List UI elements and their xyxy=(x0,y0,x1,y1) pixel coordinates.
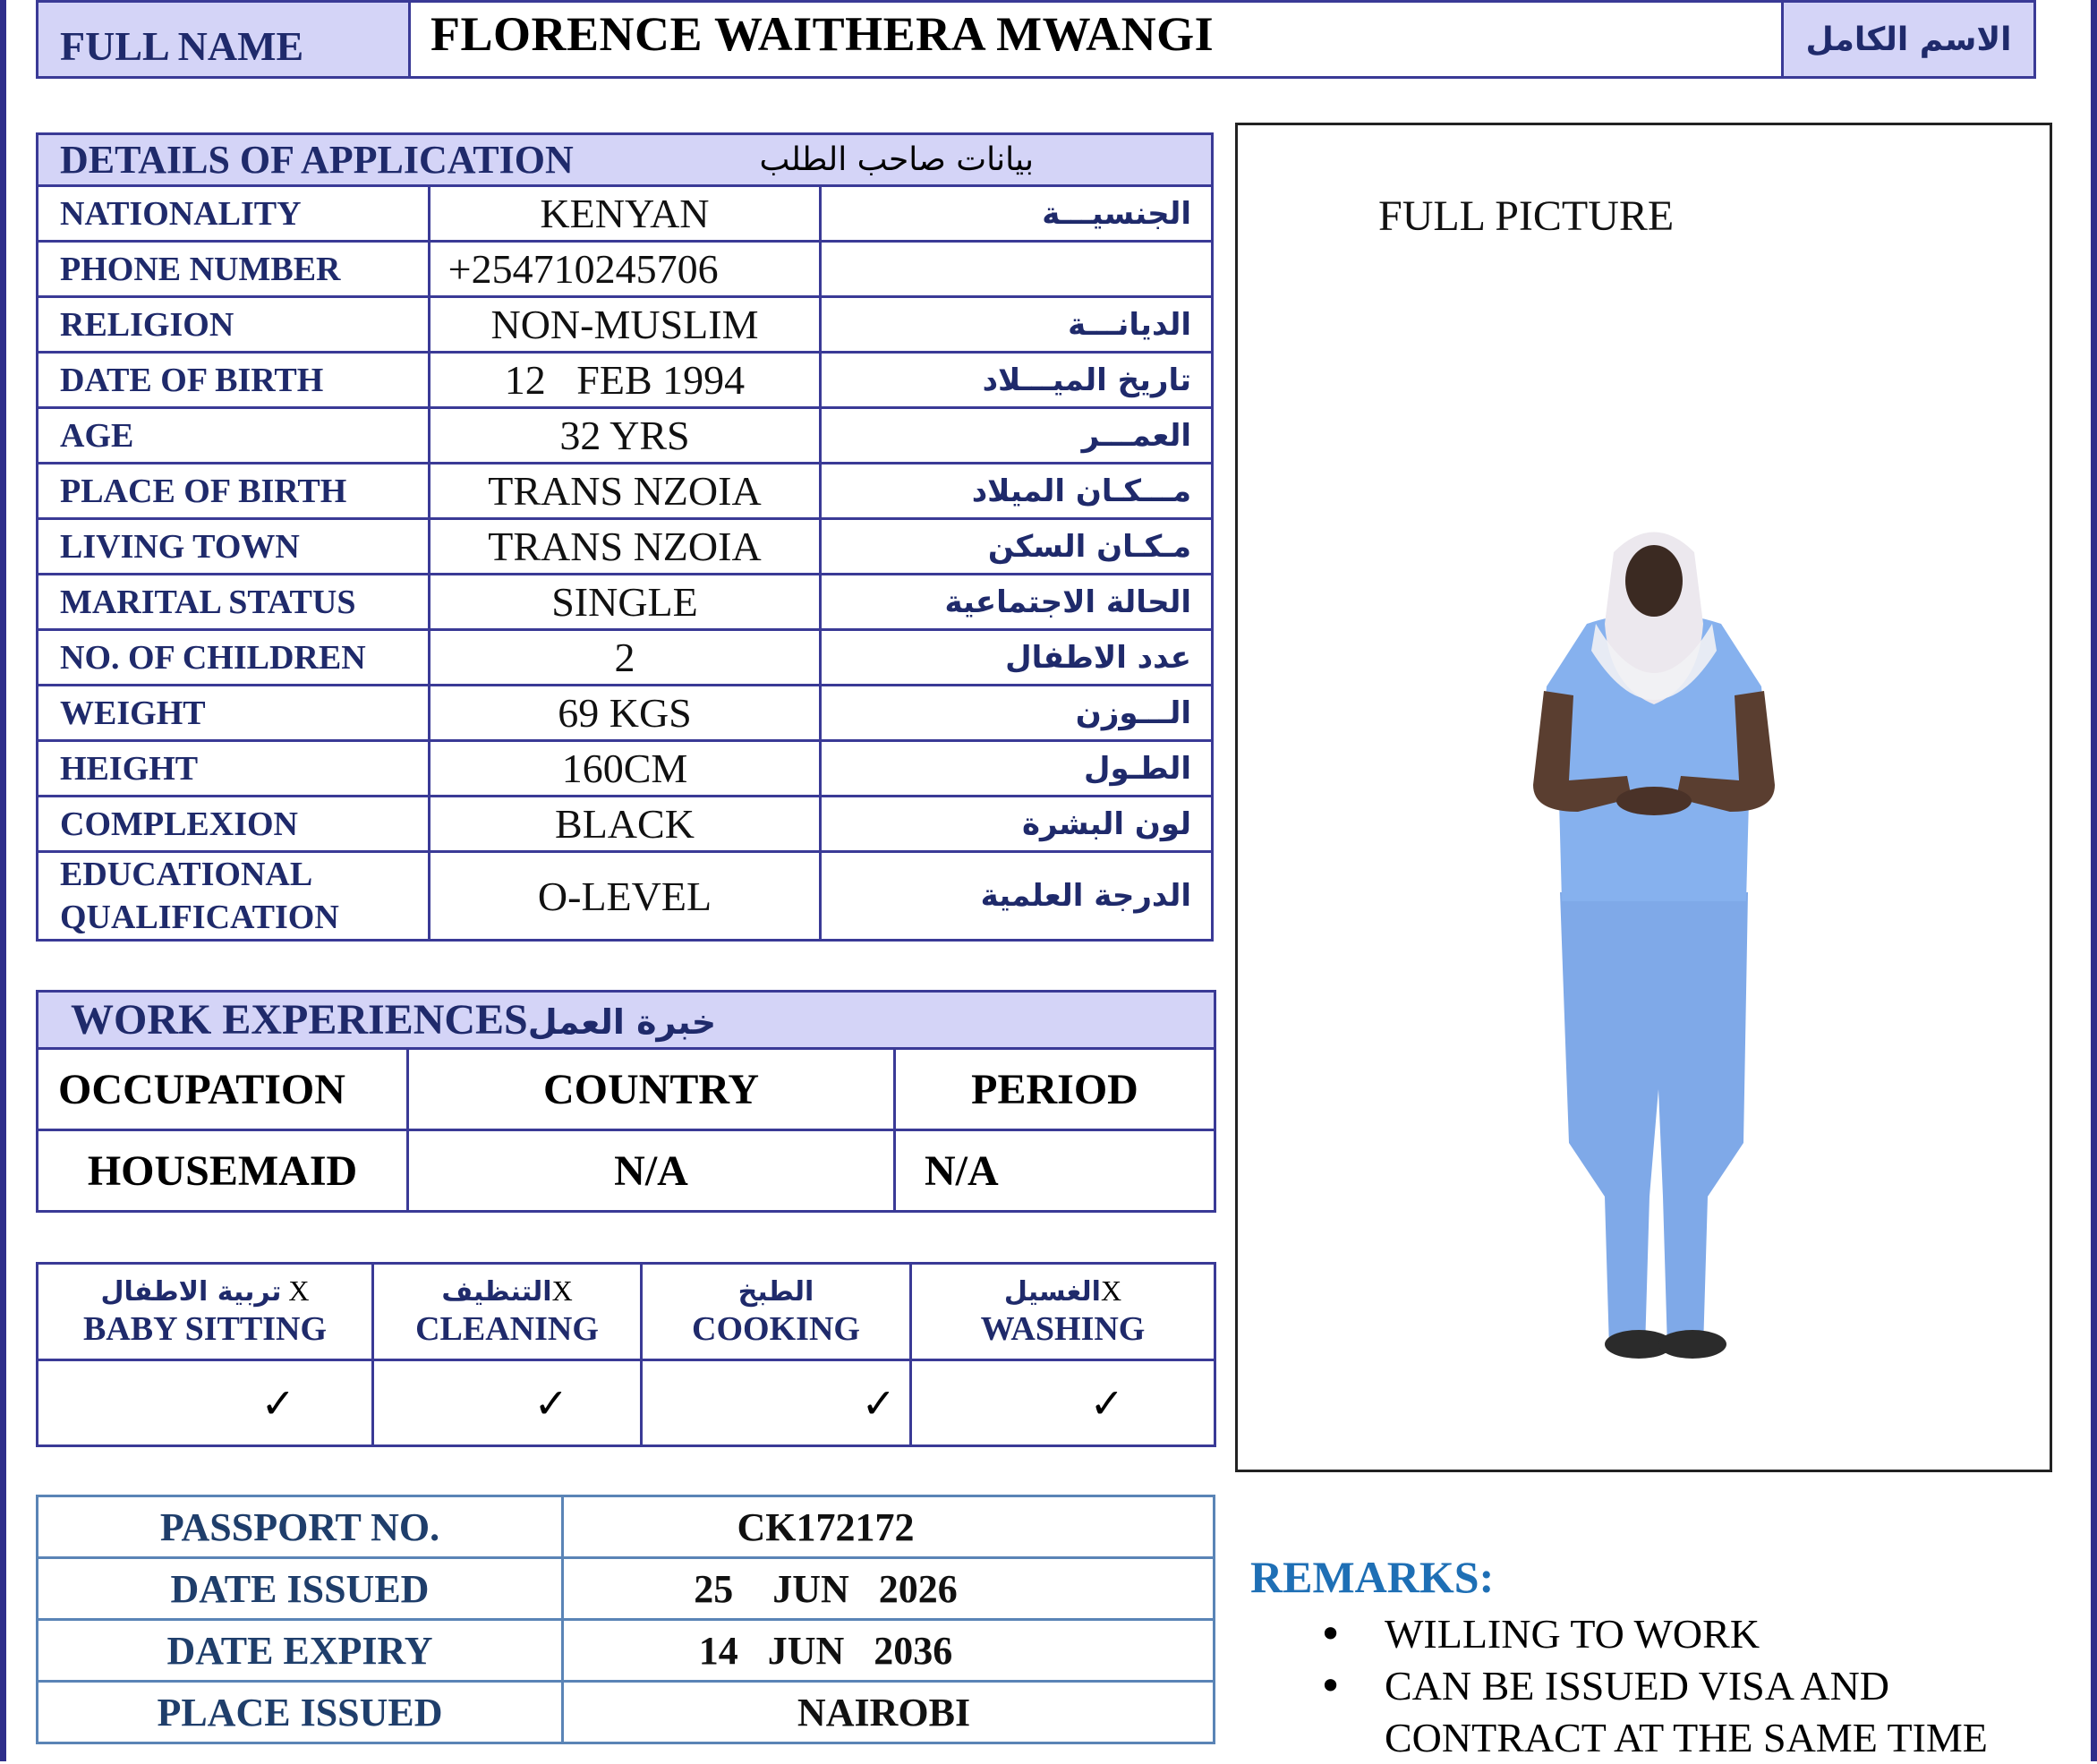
details-title-ar: بيانات صاحب الطلب xyxy=(759,141,1034,178)
skill-baby-sitting xyxy=(38,1264,373,1360)
remarks-item xyxy=(1250,1660,2056,1764)
details-row xyxy=(38,464,1213,519)
passport-row xyxy=(38,1620,1215,1682)
living-town-label: LIVING TOWN xyxy=(38,519,430,575)
skill-cooking-label: COOKING xyxy=(692,1310,860,1348)
full-name-label: FULL NAME xyxy=(38,2,410,78)
skill-baby-sitting-label: BABY SITTING xyxy=(82,1310,328,1348)
nationality-value: KENYAN xyxy=(429,186,821,242)
skill-cleaning-label: CLEANING xyxy=(415,1310,599,1348)
weight-label: WEIGHT xyxy=(38,686,430,741)
details-row xyxy=(38,242,1213,297)
details-table xyxy=(36,132,1214,942)
skill-washing-label: WASHING xyxy=(980,1310,1146,1348)
left-page-border xyxy=(0,0,6,1761)
applicant-full-photo xyxy=(1524,516,1784,1362)
details-row xyxy=(38,353,1213,408)
work-column-headers xyxy=(38,1049,1215,1130)
age-value: 32 YRS xyxy=(429,408,821,464)
skill-washing-check: ✓ xyxy=(911,1360,1215,1446)
age-label: AGE xyxy=(38,408,430,464)
skill-washing-ar: الغسيل xyxy=(1003,1276,1101,1308)
photo-label: FULL PICTURE xyxy=(1378,192,1675,240)
remarks-item xyxy=(1250,1608,2056,1660)
work-country: N/A xyxy=(408,1130,895,1212)
details-row xyxy=(38,686,1213,741)
remarks-item-text: WILLING TO WORK xyxy=(1385,1611,1760,1657)
marital-status-label-ar: الحالة الاجتماعية xyxy=(821,575,1213,630)
work-period: N/A xyxy=(895,1130,1215,1212)
work-col-country: COUNTRY xyxy=(408,1049,895,1130)
date-issued-label: DATE ISSUED xyxy=(38,1558,563,1620)
passport-row xyxy=(38,1496,1215,1558)
full-name-bar xyxy=(36,0,2036,79)
height-value: 160CM xyxy=(429,741,821,797)
education-label xyxy=(38,852,430,941)
height-label: HEIGHT xyxy=(38,741,430,797)
skill-baby-sitting-check: ✓ xyxy=(38,1360,373,1446)
passport-no-label: PASSPORT NO. xyxy=(38,1496,563,1558)
passport-row xyxy=(38,1682,1215,1743)
skill-baby-sitting-ar: تربية الاطفال xyxy=(100,1276,282,1308)
bullet-icon: • xyxy=(1318,1610,1343,1658)
work-header xyxy=(38,992,1215,1049)
work-occupation: HOUSEMAID xyxy=(38,1130,408,1212)
education-label-line1: EDUCATIONAL xyxy=(60,856,313,893)
religion-label: RELIGION xyxy=(38,297,430,353)
full-name-value: FLORENCE WAITHERA MWANGI xyxy=(410,2,1783,78)
date-of-birth-label-ar: تاريخ الميـــلاد xyxy=(821,353,1213,408)
age-label-ar: العمـــر xyxy=(821,408,1213,464)
skill-cooking xyxy=(642,1264,911,1360)
place-issued-value: NAIROBI xyxy=(563,1682,1215,1743)
details-row xyxy=(38,741,1213,797)
skills-table xyxy=(36,1262,1216,1447)
no-of-children-value: 2 xyxy=(429,630,821,686)
work-title-ar: خبرة العمل xyxy=(527,1002,717,1042)
phone-number-value: +254710245706 xyxy=(429,242,821,297)
remarks-title: REMARKS: xyxy=(1250,1552,1495,1602)
work-row xyxy=(38,1130,1215,1212)
details-row xyxy=(38,630,1213,686)
work-col-period: PERIOD xyxy=(895,1049,1215,1130)
date-expiry-label: DATE EXPIRY xyxy=(38,1620,563,1682)
place-of-birth-label: PLACE OF BIRTH xyxy=(38,464,430,519)
living-town-value: TRANS NZOIA xyxy=(429,519,821,575)
height-label-ar: الطـول xyxy=(821,741,1213,797)
education-label-ar: الدرجة العلمية xyxy=(821,852,1213,941)
passport-row xyxy=(38,1558,1215,1620)
education-value: O-LEVEL xyxy=(429,852,821,941)
skill-cleaning-x: X xyxy=(551,1274,573,1307)
skill-washing-x: X xyxy=(1100,1274,1122,1307)
details-row xyxy=(38,575,1213,630)
skill-cleaning-ar: التنظيف xyxy=(441,1276,552,1308)
details-row xyxy=(38,408,1213,464)
weight-value: 69 KGS xyxy=(429,686,821,741)
education-label-line2: QUALIFICATION xyxy=(60,899,339,936)
details-row xyxy=(38,297,1213,353)
place-of-birth-value: TRANS NZOIA xyxy=(429,464,821,519)
skill-baby-sitting-x: X xyxy=(288,1274,310,1307)
details-row xyxy=(38,186,1213,242)
phone-number-label-ar xyxy=(821,242,1213,297)
right-page-border xyxy=(2091,0,2097,1761)
religion-value: NON-MUSLIM xyxy=(429,297,821,353)
bullet-icon: • xyxy=(1318,1662,1343,1710)
details-row-education xyxy=(38,852,1213,941)
work-experience-table xyxy=(36,990,1216,1213)
work-title: WORK EXPERIENCES xyxy=(71,996,528,1044)
complexion-label: COMPLEXION xyxy=(38,797,430,852)
complexion-label-ar: لون البشرة xyxy=(821,797,1213,852)
skill-cooking-check: ✓ xyxy=(642,1360,911,1446)
marital-status-value: SINGLE xyxy=(429,575,821,630)
no-of-children-label: NO. OF CHILDREN xyxy=(38,630,430,686)
complexion-value: BLACK xyxy=(429,797,821,852)
place-issued-label: PLACE ISSUED xyxy=(38,1682,563,1743)
remarks-list xyxy=(1250,1608,2056,1764)
remarks-section xyxy=(1250,1551,2056,1764)
skill-cooking-ar: الطبخ xyxy=(737,1276,814,1308)
photo-box xyxy=(1235,123,2052,1472)
details-header xyxy=(38,134,1213,186)
place-of-birth-label-ar: مـــكـان الميلاد xyxy=(821,464,1213,519)
date-expiry-value: 14 JUN 2036 xyxy=(563,1620,1215,1682)
details-row xyxy=(38,797,1213,852)
nationality-label: NATIONALITY xyxy=(38,186,430,242)
skill-cleaning xyxy=(373,1264,642,1360)
marital-status-label: MARITAL STATUS xyxy=(38,575,430,630)
religion-label-ar: الديانـــة xyxy=(821,297,1213,353)
full-name-label-ar: الاسم الكامل xyxy=(1783,2,2035,78)
details-title: DETAILS OF APPLICATION xyxy=(60,138,574,182)
phone-number-label: PHONE NUMBER xyxy=(38,242,430,297)
details-row xyxy=(38,519,1213,575)
remarks-item-text: CAN BE ISSUED VISA AND CONTRACT AT THE SAME TIME xyxy=(1385,1663,1988,1760)
living-town-label-ar: مـكـان السكن xyxy=(821,519,1213,575)
nationality-label-ar: الجنسيـــة xyxy=(821,186,1213,242)
passport-no-value: CK172172 xyxy=(563,1496,1215,1558)
date-issued-value: 25 JUN 2026 xyxy=(563,1558,1215,1620)
weight-label-ar: الـــوزن xyxy=(821,686,1213,741)
no-of-children-label-ar: عدد الاطفال xyxy=(821,630,1213,686)
date-of-birth-label: DATE OF BIRTH xyxy=(38,353,430,408)
date-of-birth-value: 12 FEB 1994 xyxy=(429,353,821,408)
passport-table xyxy=(36,1495,1215,1744)
skill-washing xyxy=(911,1264,1215,1360)
work-col-occupation: OCCUPATION xyxy=(38,1049,408,1130)
skill-cleaning-check: ✓ xyxy=(373,1360,642,1446)
